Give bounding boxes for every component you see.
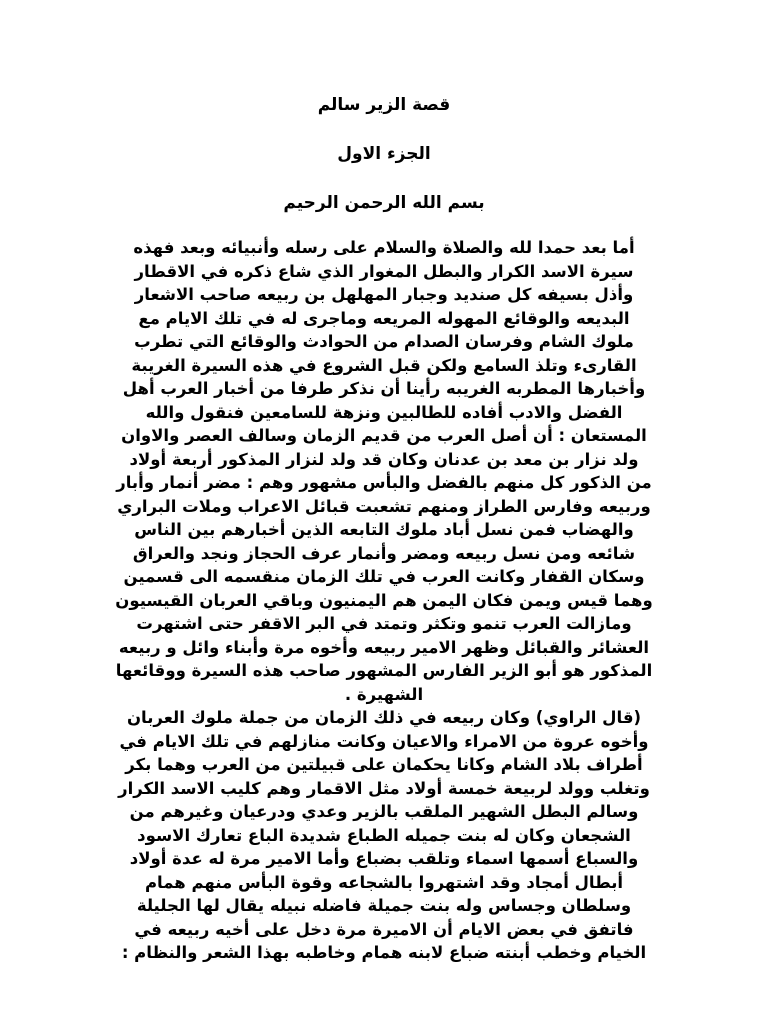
text-line: القارىء وتلذ السامع ولكن قبل الشروع في هذه السيرة الغريبة xyxy=(131,355,637,375)
text-line: والسباع أسمها اسماء وتلقب بضباع وأما الامير مرة له عدة أولاد xyxy=(129,849,639,868)
text-line: الشجعان وكان له بنت جميله الطباع شديدة الباع تعارك الاسود xyxy=(137,825,631,845)
text-line: البديعه والوقائع المهوله المريعه وماجرى له في تلك الايام مع xyxy=(138,308,630,328)
document-part: الجزء الاول xyxy=(337,144,431,164)
text-line: وسالم البطل الشهير الملقب بالزير وعدي ودرعيان وغيرهم من xyxy=(129,802,639,821)
text-line: والهضاب فمن نسل أباد ملوك التابعه الذين أخبارهم بين الناس xyxy=(134,520,634,539)
document-title: قصة الزير سالم xyxy=(317,95,451,115)
text-line: (قال الراوي) وكان ربيعه في ذلك الزمان من جملة ملوك العربان xyxy=(126,708,642,727)
text-line: ولد نزار بن معد بن عدنان وكان قد ولد لنزار المذكور أربعة أولاد xyxy=(129,449,639,469)
text-line: وأخوه عروة من الامراء والاعيان وكانت منازلهم في تلك الايام في xyxy=(119,731,649,751)
text-line: من الذكور كل منهم بالفضل والبأس مشهور وهم : مضر أنمار وأبار xyxy=(116,473,652,492)
text-line: العشائر والقبائل وظهر الامير ربيعه وأخوه مرة وأبناء وائل و ربيعه xyxy=(118,637,650,657)
basmala: بسم الله الرحمن الرحيم xyxy=(283,193,485,213)
text-line: أما بعد حمدا لله والصلاة والسلام على رسله وأنبيائه وبعد فهذه xyxy=(133,238,635,257)
text-line: شائعه ومن نسل ربيعه ومضر وأنمار عرف الحجاز ونجد والعراق xyxy=(132,543,636,563)
text-line: ملوك الشام وفرسان الصدام من الحوادث والوقائع التي تطرب xyxy=(134,332,634,351)
text-line: وأذل بسيفه كل صنديد وجبار المهلهل بن ربيعه صاحب الاشعار xyxy=(134,285,634,304)
text-line: المذكور هو أبو الزير الفارس المشهور صاحب هذه السيرة ووقائعها xyxy=(115,661,653,680)
text-line: وسلطان وجساس وله بنت جميلة فاضله نبيله يقال لها الجليلة xyxy=(136,896,632,915)
body-text xyxy=(22,236,746,965)
text-line: سيرة الاسد الكرار والبطل المغوار الذي شاع ذكره في الاقطار xyxy=(134,261,634,281)
text-line: ومازالت العرب تنمو وتكثر وتمتد في البر الاقفر حتى اشتهرت xyxy=(136,614,632,633)
text-line: الخيام وخطب أبنته ضباع لابنه همام وخاطبه بهذا الشعر والنظام : xyxy=(121,943,647,962)
text-line: وأخبارها المطربه الغريبه رأينا أن نذكر طرفا من أخبار العرب أهل xyxy=(122,379,646,398)
text-line: وتغلب وولد لربيعة خمسة أولاد مثل الاقمار وهم كليب الاسد الكرار xyxy=(118,778,650,798)
text-line: فاتفق في بعض الايام أن الاميرة مرة دخل على أخيه ربيعه في xyxy=(134,919,634,939)
text-line: أبطال أمجاد وقد اشتهروا بالشجاعه وقوة البأس منهم همام xyxy=(144,872,624,892)
text-line: وربيعه وفارس الطراز ومنهم تشعبت قبائل الاعراب وملات البراري xyxy=(117,496,651,516)
text-line: المستعان : أن أصل العرب من قديم الزمان وسالف العصر والاوان xyxy=(121,426,647,445)
text-line: الفضل والادب أفاده للطالبين ونزهة للسامعين فنقول والله xyxy=(145,402,623,422)
text-line: أطراف بلاد الشام وكانا يحكمان على قبيلتين من العرب وهما بكر xyxy=(125,755,643,774)
text-line: وهما قيس ويمن فكان اليمن هم اليمنيون وباقي العربان القيسيون xyxy=(115,590,653,610)
text-line: الشهيرة . xyxy=(344,684,424,704)
text-line: وسكان القفار وكانت العرب في تلك الزمان منقسمه الى قسمين xyxy=(123,567,645,586)
